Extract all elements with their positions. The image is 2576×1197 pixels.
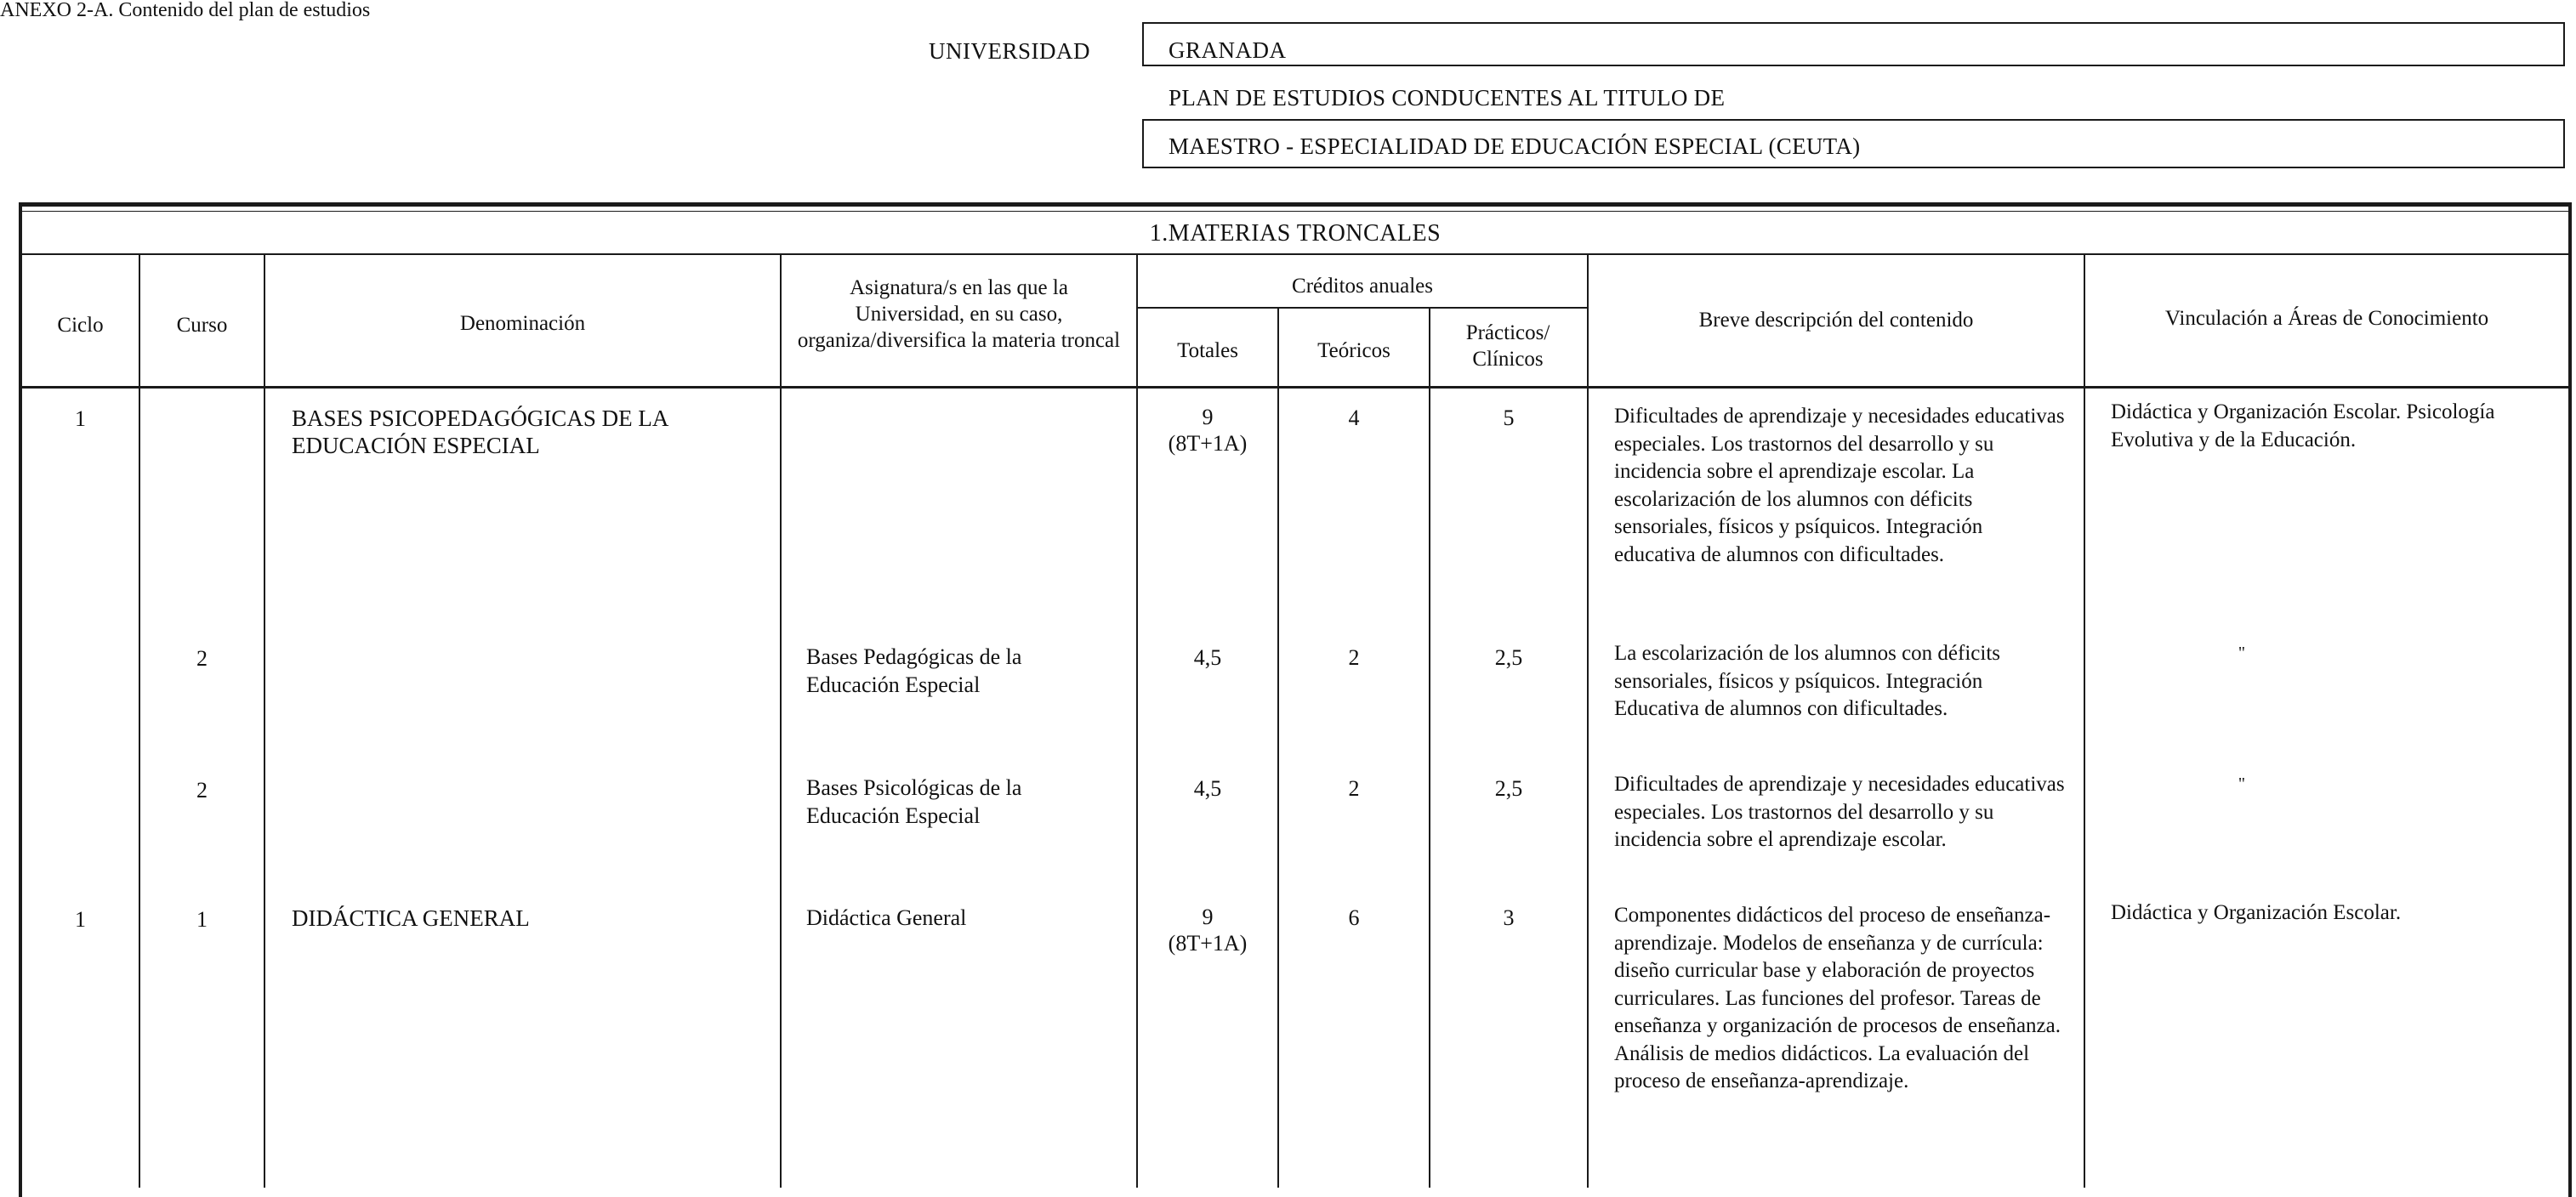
row1-ciclo: 1 [75,406,86,431]
row1-descripcion: Dificultades de aprendizaje y necesidades educativas especiales. Los trastornos del desarrollo y su incidencia sobre el aprendizaje escolar. La escolarización de los alumnos con déficits sensoriales, físicos y psíquicos. Integración educativa de alumnos con dificultades. [1614,405,2065,566]
annex-title: ANEXO 2-A. Contenido del plan de estudios [0,0,371,21]
row2-descripcion: La escolarización de los alumnos con déficits sensoriales, físicos y psíquicos. Integración Educativa de alumnos con dificultades. [1614,642,2001,720]
row3-totales: 4,5 [1193,776,1222,801]
row3-asignatura: Bases Psicológicas de la Educación Especial [806,775,1022,828]
row4-descripcion: Componentes didácticos del proceso de enseñanza-aprendizaje. Modelos de enseñanza y de currícula: diseño curricular base y elaboración de proyectos curriculares. Las funciones del profesor. Tareas de enseñanza y organización de procesos de enseñanza. Análisis de medios didácticos. La evaluación del proceso de enseñanza-aprendizaje. [1614,904,2061,1092]
header-areas: Vinculación a Áreas de Conocimiento [2164,307,2489,330]
header-teoricos: Teóricos [1317,339,1390,362]
header-practicos: Prácticos/ Clínicos [1465,321,1550,371]
university-box [1142,22,2565,66]
creditos-subheader-divider [1136,307,1587,309]
col-divider-denominacion [780,253,782,1188]
row3-areas-ditto: " [2238,774,2246,793]
col-divider-curso [264,253,265,1188]
col-divider-ciclo [139,253,140,1188]
row2-teoricos: 2 [1348,645,1360,670]
row3-curso: 2 [196,778,208,803]
degree-value: MAESTRO - ESPECIALIDAD DE EDUCACIÓN ESPECIAL (CEUTA) [1169,133,1861,159]
col-divider-practicos [1587,253,1589,1188]
header-curso: Curso [176,314,228,337]
header-totales: Totales [1177,339,1238,362]
row3-teoricos: 2 [1348,776,1360,801]
section-title-divider [22,253,2568,255]
row2-totales: 4,5 [1193,645,1222,670]
header-denominacion: Denominación [459,312,586,335]
plan-label: PLAN DE ESTUDIOS CONDUCENTES AL TITULO DE [1169,85,1726,111]
col-divider-totales [1277,307,1279,1188]
row2-practicos: 2,5 [1494,645,1523,670]
col-divider-descripcion [2084,253,2085,1188]
col-divider-asignatura [1136,253,1138,1188]
university-value: GRANADA [1169,37,1287,63]
header-ciclo: Ciclo [57,314,104,337]
university-label: UNIVERSIDAD [929,38,1090,64]
row2-areas-ditto: " [2238,644,2246,662]
header-creditos-anuales: Créditos anuales [1292,275,1433,298]
row3-descripcion: Dificultades de aprendizaje y necesidades educativas especiales. Los trastornos del desarrollo y su incidencia sobre el aprendizaje escolar. [1614,773,2065,851]
row2-curso: 2 [196,646,208,671]
row4-teoricos: 6 [1348,905,1360,930]
row4-asignatura: Didáctica General [806,905,967,930]
row1-areas: Didáctica y Organización Escolar. Psicología Evolutiva y de la Educación. [2111,400,2495,451]
row2-asignatura: Bases Pedagógicas de la Educación Especial [806,644,1022,697]
header-bottom-divider [22,386,2568,389]
row4-denominacion: DIDÁCTICA GENERAL [292,905,530,931]
row3-practicos: 2,5 [1494,776,1523,801]
row4-ciclo: 1 [75,907,86,932]
row4-practicos: 3 [1503,905,1515,930]
row1-denominacion: BASES PSICOPEDAGÓGICAS DE LA EDUCACIÓN ESPECIAL [292,406,668,458]
row4-totales: 9 (8T+1A) [1168,905,1248,956]
col-divider-teoricos [1429,307,1430,1188]
header-descripcion: Breve descripción del contenido [1698,309,1974,332]
header-asignatura: Asignatura/s en las que la Universidad, en su caso, organiza/diversifica la materia troncal [797,276,1121,352]
inner-top-rule [22,211,2568,212]
row1-practicos: 5 [1503,406,1515,430]
row1-totales: 9 (8T+1A) [1168,405,1248,456]
row1-teoricos: 4 [1348,406,1360,430]
row4-areas: Didáctica y Organización Escolar. [2111,901,2402,924]
row4-curso: 1 [196,907,208,932]
section-title: 1.MATERIAS TRONCALES [1149,220,1442,247]
